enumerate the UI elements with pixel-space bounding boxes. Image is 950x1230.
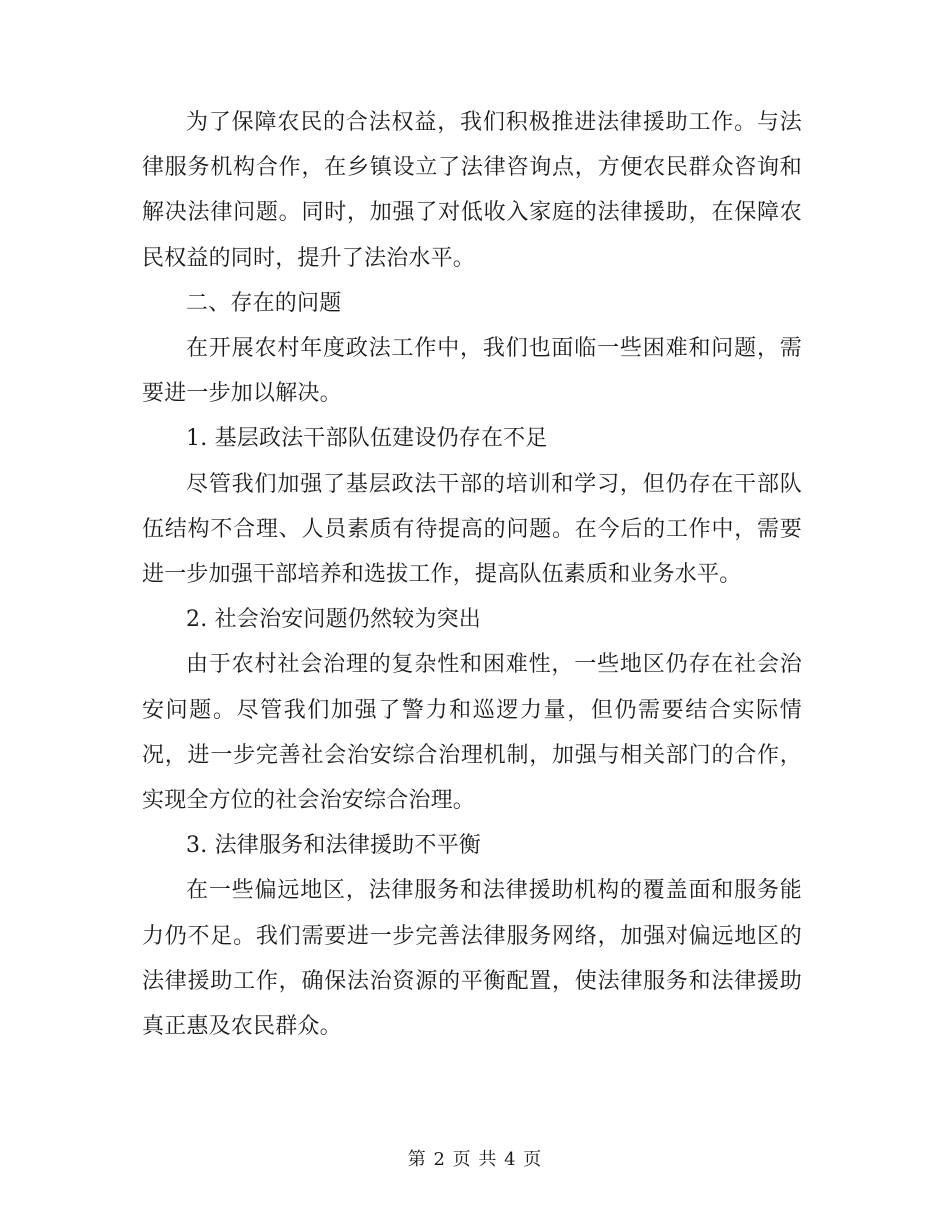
paragraph-cadre-team: 尽管我们加强了基层政法干部的培训和学习，但仍存在干部队伍结构不合理、人员素质有待提高的问题。在今后的工作中，需要进一步加强干部培养和选拔工作，提高队伍素质和业务水平。 <box>142 471 802 588</box>
document-body <box>142 100 802 1049</box>
subheading-cadre-team: 1. 基层政法干部队伍建设仍存在不足 <box>186 426 548 452</box>
paragraph-public-security: 由于农村社会治理的复杂性和困难性，一些地区仍存在社会治安问题。尽管我们加强了警力和巡逻力量，但仍需要结合实际情况，进一步完善社会治安综合治理机制，加强与相关部门的合作，实现全方位的社会治安综合治理。 <box>142 652 802 814</box>
paragraph-legal-service-imbalance: 在一些偏远地区，法律服务和法律援助机构的覆盖面和服务能力仍不足。我们需要进一步完善法律服务网络，加强对偏远地区的法律援助工作，确保法治资源的平衡配置，使法律服务和法律援助真正惠及农民群众。 <box>142 878 802 1040</box>
paragraph-problems-intro: 在开展农村年度政法工作中，我们也面临一些困难和问题，需要进一步加以解决。 <box>142 336 802 407</box>
page-number-footer: 第 2 页 共 4 页 <box>407 1149 543 1170</box>
paragraph-legal-aid: 为了保障农民的合法权益，我们积极推进法律援助工作。与法律服务机构合作，在乡镇设立了法律咨询点，方便农民群众咨询和解决法律问题。同时，加强了对低收入家庭的法律援助，在保障农民权益的同时，提升了法治水平。 <box>142 110 802 271</box>
subheading-public-security: 2. 社会治安问题仍然较为突出 <box>186 607 481 633</box>
section-heading-problems: 二、存在的问题 <box>186 290 342 316</box>
subheading-legal-service-imbalance: 3. 法律服务和法律援助不平衡 <box>186 833 481 859</box>
